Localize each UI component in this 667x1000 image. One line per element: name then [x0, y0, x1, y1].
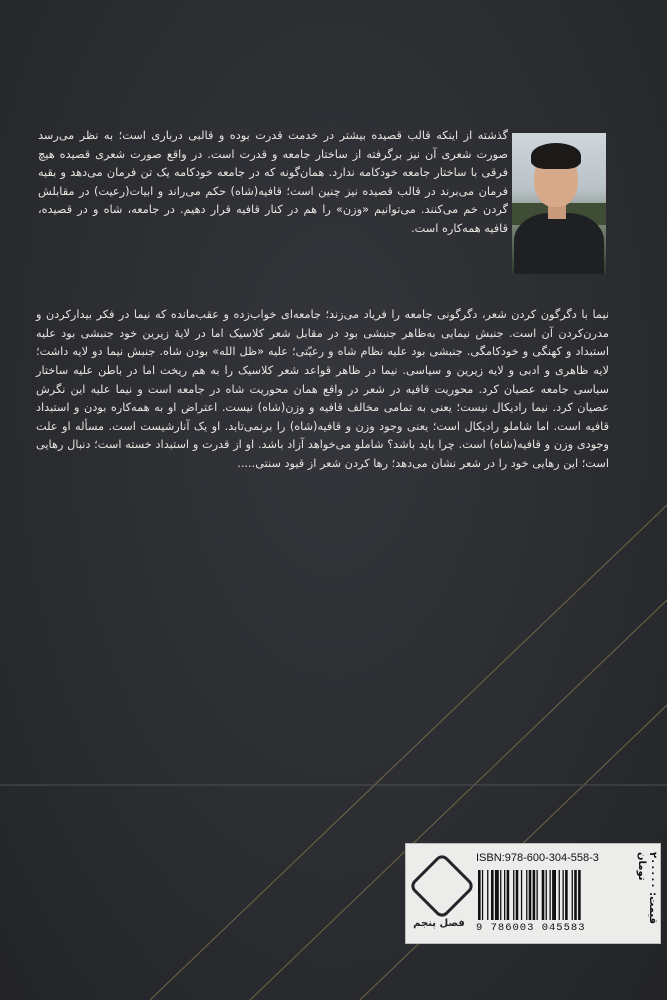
isbn-text: ISBN:978-600-304-558-3 [476, 852, 599, 864]
paragraph-2: نیما با دگرگون کردن شعر، دگرگونی جامعه را فریاد می‌زند؛ جامعه‌ای خواب‌زده و عقب‌مانده که نیما در فکر بیدارکردن و مدرن‌کردن آن است. جنبش نیمایی به‌ظاهر جنبشی بود در مقابل شعر کلاسیک اما در لایهٔ زیرین خود جنبشی بود علیه استبداد و کهنگی و خودکامگی. جنبشی بود علیه نظام شاه و رعیّتی؛ علیه «ظل الله» بودن شاه. جنبش نیما دو لایه داشت؛ لایه ظاهری و ادبی و لایه زیرین و سیاسی. نیما در ظاهر قواعد شعر کلاسیک را به هم ریخت اما در باطن علیه ساختار سیاسی جامعه عصیان کرد. محوریت قافیه در شعر در واقع همان محوریت شاه در جامعه است و نیما علیه این نگرش عصیان کرد. نیما رادیکال نیست؛ یعنی به تمامی مخالف قافیه و وزن(شاه) نیست. اعتراض او به همه‌کاره بودن و استبداد قافیه است. اما شاملو رادیکال است؛ یعنی وجود وزن و قافیه(شاه) را برنمی‌تابد. او یک آنارشیست است. مسأله او علت وجودی وزن و قافیه(شاه) است. چرا باید باشد؟ شاملو می‌خواهد آزاد باشد. او از قدرت و استبداد خسته است؛ دنبال رهایی است؛ این رهایی خود را در شعر نشان می‌دهد؛ رها کردن شعر از قیود سنتی..... [36, 308, 609, 471]
publisher-logo [408, 848, 470, 938]
publisher-logo-icon [408, 852, 476, 920]
barcode-icon [476, 870, 628, 920]
price-text: قیمت: ۲۰۰۰۰۰ تومان [636, 852, 658, 925]
paragraph-1: گذشته از اینکه قالب قصیده بیشتر در خدمت قدرت بوده و قالبی درباری است؛ به نظر می‌رسد صورت شعری آن نیز برگرفته از ساختار جامعه و قدرت است. در واقع صورت شعری قصیده هیچ فرقی با ساختار جامعه خودکامه ندارد. همان‌گونه که در جامعه خودکامه یک تن فرمان می‌دهد و بقیه فرمان می‌برند در قالب قصیده نیز چنین است؛ قافیه(شاه) حکم می‌راند و ابیات(رعیت) در مقابلش گردن خم می‌کنند. می‌توانیم «وزن» را هم در کنار قافیه قرار دهیم. در جامعه، شاه و در قصیده، قافیه همه‌کاره است. [38, 129, 508, 235]
publisher-logo-text: فصل پنجم [413, 918, 465, 929]
blurb-text-bottom [36, 295, 609, 485]
barcode-sticker [405, 843, 661, 944]
author-photo [512, 133, 606, 274]
barcode-number: 9 786003 045583 [476, 922, 586, 934]
blurb-text-top [36, 127, 508, 239]
